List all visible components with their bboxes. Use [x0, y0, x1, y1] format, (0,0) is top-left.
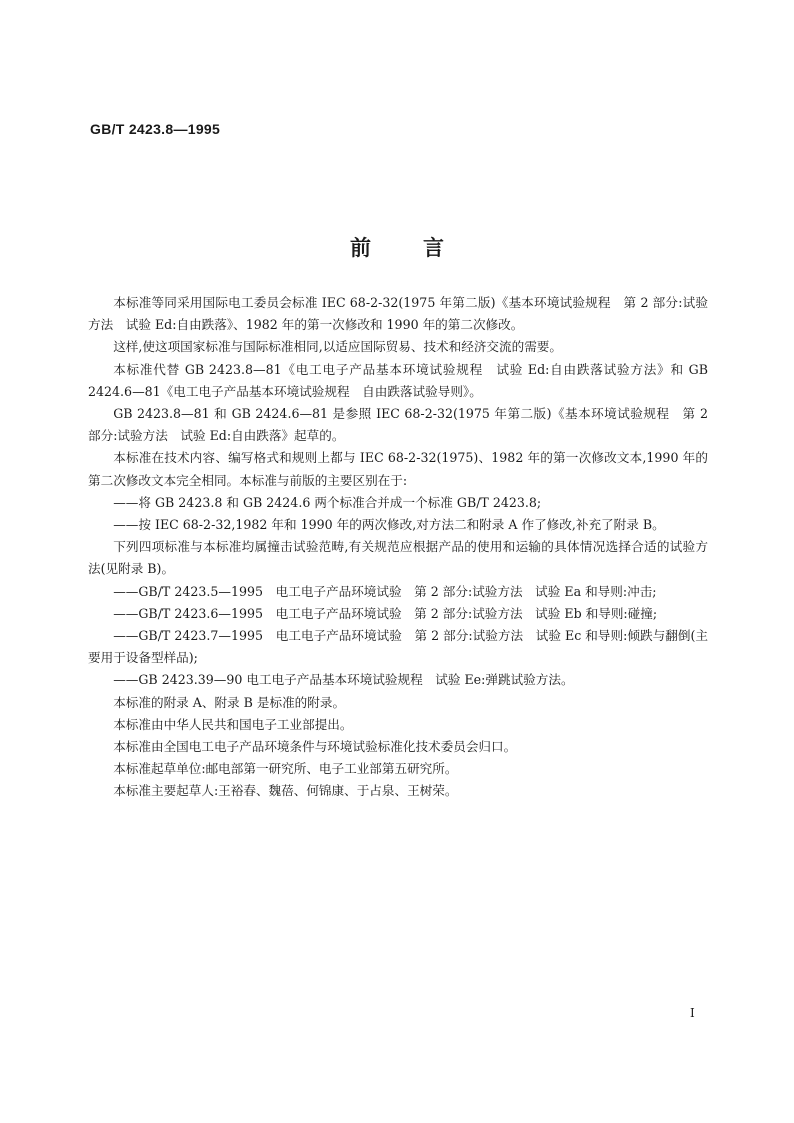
list-item-related-standard-2: ——GB/T 2423.6—1995 电工电子产品环境试验 第 2 部分:试验方法 试验 Eb 和导则:碰撞; [113, 605, 658, 621]
list-item-difference-1: ——将 GB 2423.8 和 GB 2424.6 两个标准合并成一个标准 GB/T 2423.8; [113, 494, 542, 510]
foreword-body [88, 292, 708, 803]
paragraph-history: GB 2423.8—81 和 GB 2424.6—81 是参照 IEC 68-2-32(1975 年第二版)《基本环境试验规程 第 2 部分:试验方法 试验 Ed:自由跌落》起草的。 [88, 406, 708, 444]
paragraph-replaces: 本标准代替 GB 2423.8—81《电工电子产品基本环境试验规程 试验 Ed:自由跌落试验方法》和 GB 2424.6—81《电工电子产品基本环境试验规程 自由跌落试验导则》。 [88, 361, 708, 399]
list-item-difference-2: ——按 IEC 68-2-32,1982 年和 1990 年的两次修改,对方法二和附录 A 作了修改,补充了附录 B。 [113, 517, 665, 533]
paragraph-differences: 本标准在技术内容、编写格式和规则上都与 IEC 68-2-32(1975)、1982 年的第一次修改文本,1990 年的第二次修改文本完全相同。本标准与前版的主要区别在于: [88, 450, 708, 488]
page-title: 前言 [350, 236, 496, 260]
paragraph-centralized-by: 本标准由全国电工电子产品环境条件与环境试验标准化技术委员会归口。 [113, 739, 517, 755]
standard-number: GB/T 2423.8—1995 [90, 121, 221, 137]
paragraph-related-standards: 下列四项标准与本标准均属撞击试验范畴,有关规范应根据产品的使用和运输的具体情况选择合适的试验方法(见附录 B)。 [88, 539, 708, 577]
paragraph-purpose: 这样,使这项国家标准与国际标准相同,以适应国际贸易、技术和经济交流的需要。 [113, 339, 562, 355]
list-item-related-standard-4: ——GB 2423.39—90 电工电子产品基本环境试验规程 试验 Ee:弹跳试验方法。 [113, 672, 574, 688]
page-number: I [690, 1006, 695, 1020]
list-item-related-standard-3: ——GB/T 2423.7—1995 电工电子产品环境试验 第 2 部分:试验方法 试验 Ec 和导则:倾跌与翻倒(主要用于设备型样品); [88, 628, 708, 666]
paragraph-proposed-by: 本标准由中华人民共和国电子工业部提出。 [113, 716, 353, 732]
paragraph-drafters: 本标准主要起草人:王裕春、魏蓓、何锦康、于占泉、王树荣。 [113, 783, 458, 799]
paragraph-drafting-units: 本标准起草单位:邮电部第一研究所、电子工业部第五研究所。 [113, 761, 458, 777]
paragraph-adoption: 本标准等同采用国际电工委员会标准 IEC 68-2-32(1975 年第二版)《基本环境试验规程 第 2 部分:试验方法 试验 Ed:自由跌落》、1982 年的第一次修改和 1990 年的第二次修改。 [88, 295, 708, 333]
paragraph-appendices: 本标准的附录 A、附录 B 是标准的附录。 [113, 694, 346, 710]
list-item-related-standard-1: ——GB/T 2423.5—1995 电工电子产品环境试验 第 2 部分:试验方法 试验 Ea 和导则:冲击; [113, 583, 657, 599]
